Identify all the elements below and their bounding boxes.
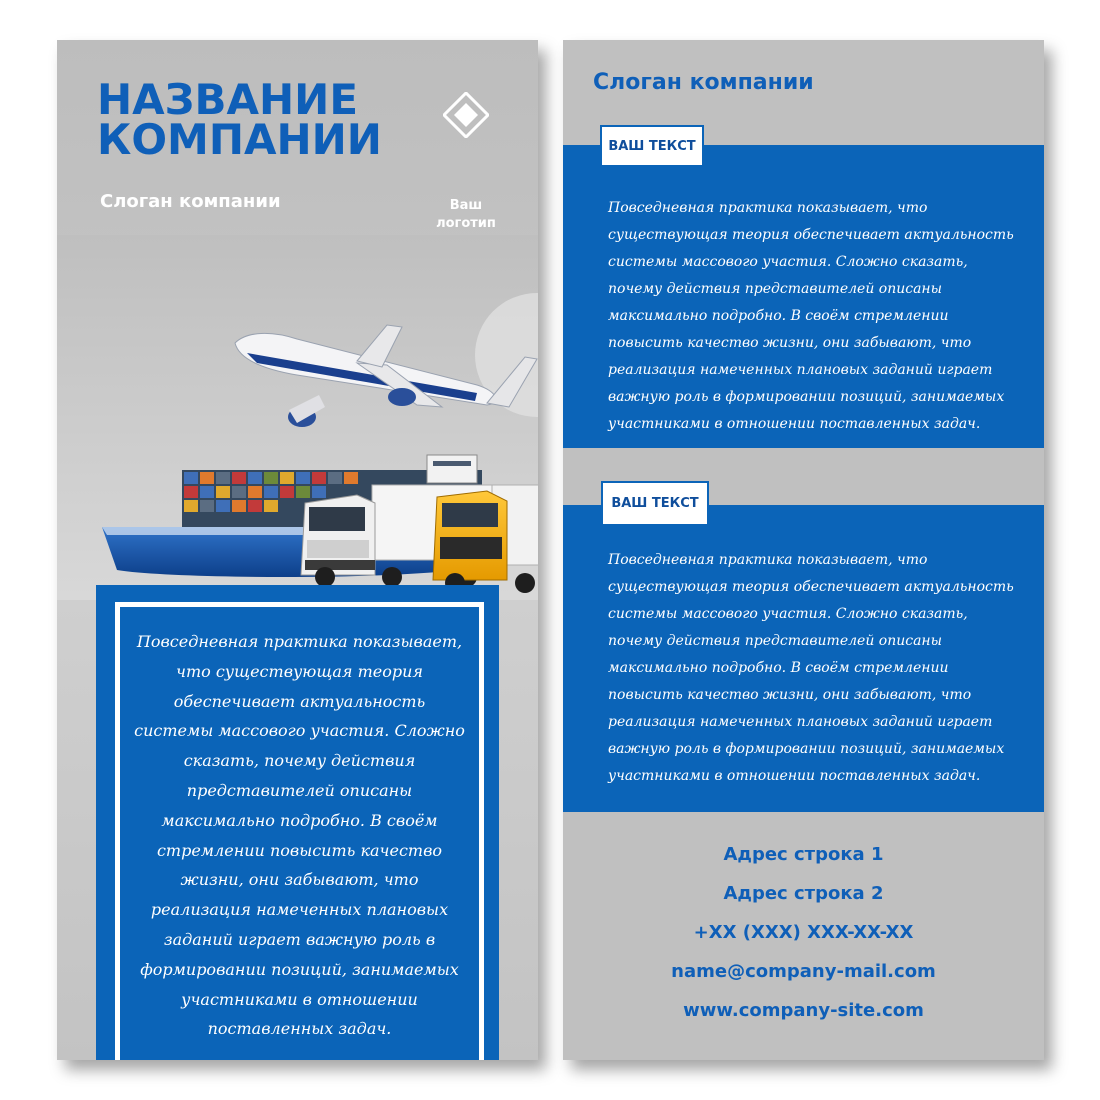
slogan: Слоган компании [100, 191, 281, 212]
logo-placeholder [430, 85, 502, 231]
left-text-box [96, 585, 499, 1060]
address-line-2: Адрес строка 2 [723, 883, 884, 904]
section-2-tag: ВАШ ТЕКСТ [601, 481, 709, 526]
company-name-line1: НАЗВАНИЕ [97, 75, 359, 124]
section-1-body-text: Повседневная практика показывает, что существующая теория обеспечивает актуальность системы массового участия. Сложно сказать, почему действия представителей описаны максимально подробно. В своём стремлении повысить качество жизни, они забывают, что реализация намеченных плановых заданий играет важную роль в формировании позиций, занимаемых участниками в отношении поставленных задач. [608, 200, 1014, 432]
address-line-1: Адрес строка 1 [723, 844, 884, 865]
email-address: name@company-mail.com [671, 961, 936, 982]
yellow-truck-icon [433, 485, 538, 593]
website-url: www.company-site.com [683, 1000, 924, 1021]
diamond-logo-icon [443, 92, 489, 138]
brochure-panel-right [563, 40, 1044, 1060]
text-section-2 [563, 505, 1044, 812]
logo-label [430, 197, 502, 233]
company-name [97, 75, 417, 164]
phone-number: +XX (XXX) XXX-XX-XX [693, 922, 914, 943]
text-section-1 [563, 145, 1044, 448]
logo-label-line2: логотип [436, 216, 496, 231]
left-body-text: Повседневная практика показывает, что существующая теория обеспечивает актуальность системы массового участия. Сложно сказать, почему действия представителей описаны максимально подробно. В своём стремлении повысить качество жизни, они забывают, что реализация намеченных плановых заданий играет важную роль в формировании позиций, занимаемых участниками в отношении поставленных задач. [134, 632, 465, 1039]
logistics-illustration [57, 235, 538, 600]
slogan: Слоган компании [593, 70, 814, 95]
section-1-tag: ВАШ ТЕКСТ [600, 125, 704, 167]
brochure-panel-left [57, 40, 538, 1060]
section-2-body-text: Повседневная практика показывает, что существующая теория обеспечивает актуальность системы массового участия. Сложно сказать, почему действия представителей описаны максимально подробно. В своём стремлении повысить качество жизни, они забывают, что реализация намеченных плановых заданий играет важную роль в формировании позиций, занимаемых участниками в отношении поставленных задач. [608, 552, 1014, 784]
contact-info [563, 835, 1044, 1030]
left-text-frame [115, 602, 484, 1060]
logo-label-line1: Ваш [449, 198, 483, 213]
company-name-line2: КОМПАНИИ [97, 115, 382, 164]
